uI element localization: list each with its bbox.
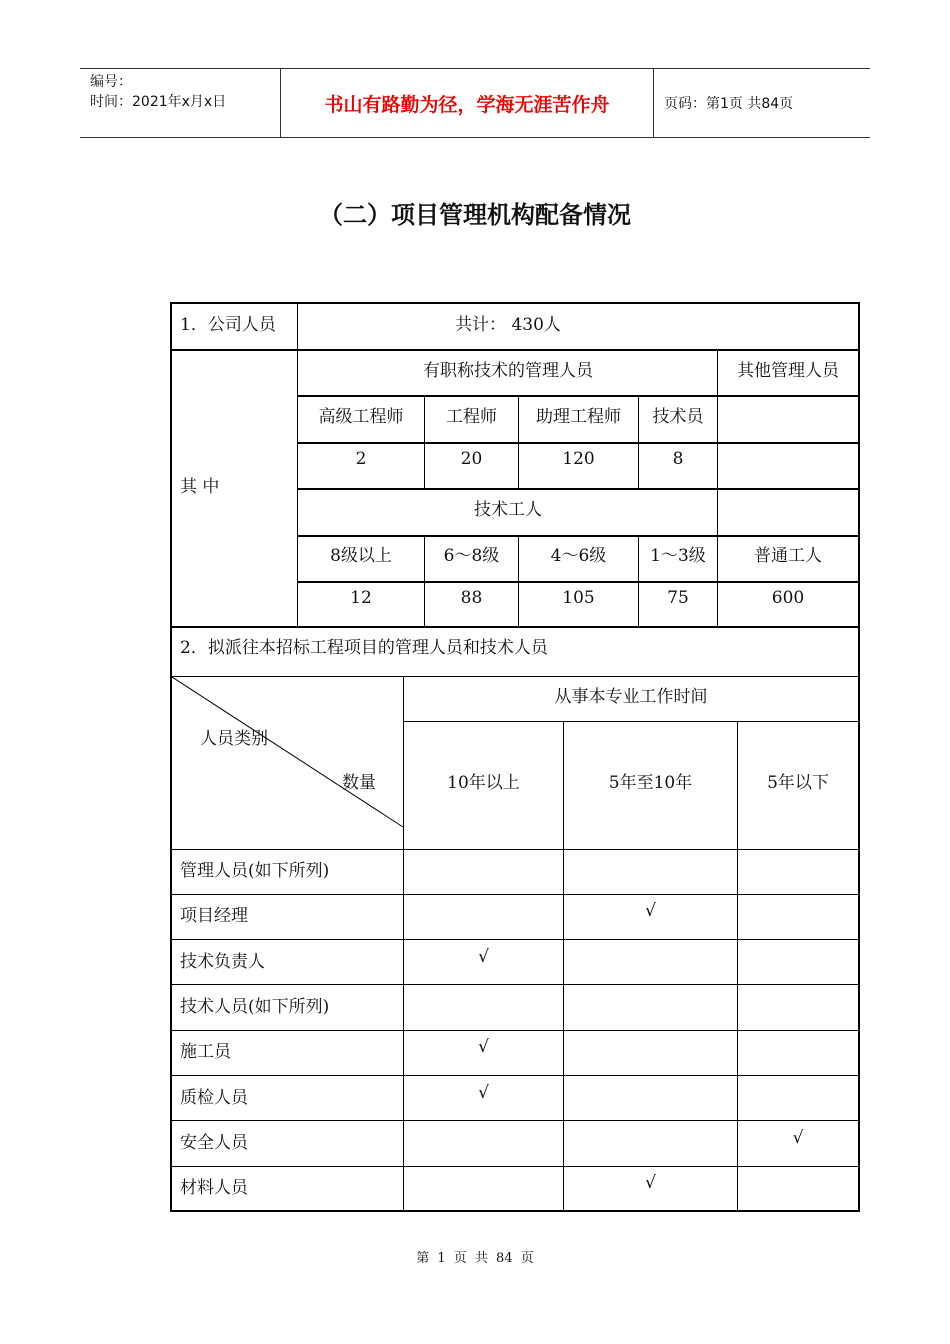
diagonal-divider — [172, 677, 404, 850]
period-group-header: 从事本专业工作时间 — [554, 687, 708, 707]
header-page-info: 页码：第1页 共84页 — [664, 96, 794, 112]
col-header-technician: 技术员 — [652, 407, 704, 427]
assigned-staff-label: 2．拟派往本招标工程项目的管理人员和技术人员 — [180, 638, 548, 658]
rule — [172, 1030, 858, 1031]
rule — [298, 442, 858, 444]
period-header-10plus: 10年以上 — [447, 773, 520, 793]
rule — [172, 1166, 858, 1167]
staffing-table — [170, 302, 860, 1212]
value-engineer: 20 — [460, 449, 483, 469]
row-label: 质检人员 — [180, 1087, 248, 1108]
worker-header-grade4-6: 4～6级 — [550, 546, 607, 566]
value-assistant-engineer: 120 — [562, 449, 595, 469]
row-label: 技术负责人 — [180, 951, 265, 972]
row-label: 安全人员 — [180, 1132, 248, 1153]
diag-count-label: 数量 — [342, 773, 376, 793]
row-label: 管理人员(如下所列) — [180, 861, 330, 881]
rule — [172, 1120, 858, 1121]
of-which-label: 其 中 — [180, 477, 220, 497]
rule — [172, 626, 858, 628]
rule — [563, 722, 564, 1210]
worker-header-grade8plus: 8级以上 — [330, 546, 392, 566]
rule — [172, 349, 858, 351]
row-label: 项目经理 — [180, 906, 248, 927]
worker-value-grade6-8: 88 — [460, 588, 483, 608]
diag-category-label: 人员类别 — [200, 729, 268, 749]
worker-value-grade1-3: 75 — [667, 588, 689, 608]
period-header-under5: 5年以下 — [767, 773, 829, 793]
rule — [298, 581, 858, 583]
rule — [172, 894, 858, 895]
time-label: 时间：2021年x月x日 — [90, 94, 227, 110]
row-label: 施工员 — [180, 1042, 231, 1063]
serial-label: 编号： — [90, 74, 132, 90]
worker-value-grade4-6: 105 — [562, 588, 595, 608]
rule — [172, 1075, 858, 1076]
check-cell: √ — [478, 946, 489, 967]
rule — [404, 721, 858, 722]
company-staff-label: 1．公司人员 — [180, 315, 276, 335]
other-group-header: 其他管理人员 — [737, 361, 839, 381]
workers-group-header: 技术工人 — [474, 500, 542, 520]
page-footer: 第 1 页 共 84 页 — [416, 1251, 534, 1266]
header-meta — [80, 69, 281, 137]
period-header-5to10: 5年至10年 — [608, 773, 693, 793]
rule — [298, 488, 858, 490]
row-label: 材料人员 — [180, 1178, 248, 1199]
company-total: 共计： 430人 — [455, 315, 561, 335]
rule — [172, 984, 858, 985]
worker-header-grade6-8: 6～8级 — [443, 546, 500, 566]
col-header-senior-engineer: 高级工程师 — [318, 407, 404, 427]
row-label: 技术人员(如下所列) — [180, 996, 330, 1017]
rule — [298, 395, 858, 397]
header-motto: 书山有路勤为径，学海无涯苦作舟 — [281, 69, 654, 137]
check-cell: √ — [792, 1127, 804, 1148]
worker-header-general: 普通工人 — [754, 546, 822, 566]
col-header-engineer: 工程师 — [446, 407, 497, 427]
worker-value-grade8plus: 12 — [350, 588, 372, 608]
page-header — [80, 68, 870, 138]
col-header-assistant-engineer: 助理工程师 — [536, 407, 621, 427]
titled-group-header: 有职称技术的管理人员 — [423, 361, 593, 381]
rule — [298, 535, 858, 537]
value-senior-engineer: 2 — [355, 449, 367, 469]
worker-header-grade1-3: 1～3级 — [650, 546, 706, 566]
value-technician: 8 — [672, 449, 684, 469]
rule — [717, 350, 718, 626]
check-cell: √ — [645, 1173, 656, 1194]
worker-value-general: 600 — [771, 588, 805, 608]
check-cell: √ — [478, 1037, 489, 1058]
rule — [172, 939, 858, 940]
check-cell: √ — [478, 1082, 489, 1103]
check-cell: √ — [645, 901, 656, 922]
page-title: （二）项目管理机构配备情况 — [319, 201, 631, 229]
